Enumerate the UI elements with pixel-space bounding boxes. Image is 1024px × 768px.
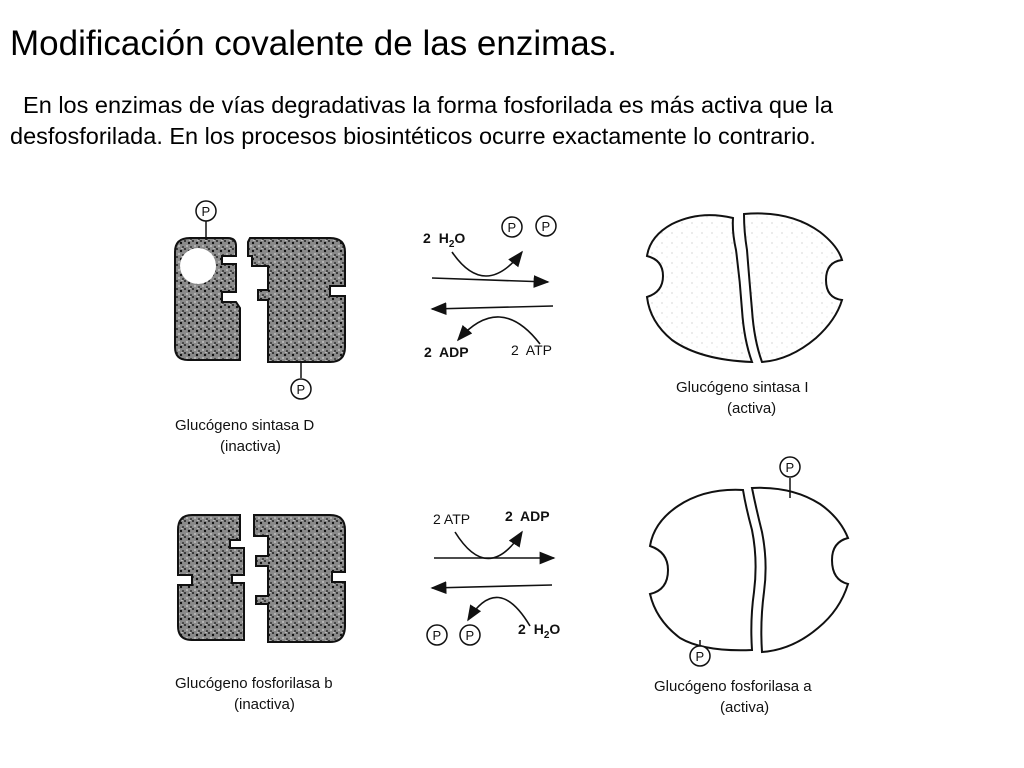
phosphorylase-a-state: (activa)	[720, 699, 770, 716]
bottom-adp-label: 2 ADP	[505, 508, 550, 524]
bottom-water-coefficient: 2	[518, 621, 526, 637]
bottom-reaction	[427, 508, 560, 645]
synthase-i-enzyme	[647, 213, 842, 362]
top-water-o: O	[454, 230, 466, 246]
top-atp-label: 2 ATP	[511, 342, 552, 358]
bottom-water-label	[518, 621, 560, 641]
phosphorylase-b-left-subunit	[178, 515, 244, 640]
top-water-subscript: 2	[448, 239, 455, 250]
top-reverse-arrow	[432, 306, 553, 309]
phosphate-label: P	[432, 628, 442, 643]
phosphate-label: P	[785, 460, 795, 475]
synthase-d-right-subunit	[248, 238, 345, 362]
phosphorylase-b-enzyme	[178, 515, 345, 642]
phosphate-label: P	[296, 382, 306, 397]
top-forward-curve-arrow	[452, 252, 522, 276]
phosphorylase-b-state: (inactiva)	[234, 696, 295, 713]
synthase-i-left-subunit	[647, 215, 752, 362]
phosphate-label: P	[465, 628, 475, 643]
synthase-d-enzyme	[175, 201, 345, 399]
top-water-label	[423, 230, 465, 250]
bottom-water-o: O	[549, 621, 561, 637]
phosphorylase-a-enzyme	[650, 457, 848, 666]
top-water-coefficient: 2	[423, 230, 431, 246]
phosphorylase-b-right-subunit	[254, 515, 345, 642]
synthase-d-white-spot	[180, 248, 216, 284]
top-reverse-curve-arrow	[458, 317, 540, 344]
paragraph-line-2: desfosforilada. En los procesos biosintéticos ocurre exactamente lo contrario.	[10, 123, 816, 149]
phosphorylase-a-name: Glucógeno fosforilasa a	[654, 678, 812, 695]
synthase-d-name: Glucógeno sintasa D	[175, 417, 315, 434]
bottom-reverse-arrow	[432, 585, 552, 588]
synthase-d-state: (inactiva)	[220, 438, 281, 455]
top-reaction	[423, 216, 556, 360]
top-forward-arrow	[432, 278, 548, 282]
phosphate-label: P	[507, 220, 517, 235]
paragraph-line-1: En los enzimas de vías degradativas la forma fosforilada es más activa que la	[10, 92, 833, 118]
phosphate-label: P	[541, 219, 551, 234]
phosphorylase-a-right-subunit	[752, 488, 848, 652]
synthase-i-state: (activa)	[727, 400, 777, 417]
phosphorylase-b-name: Glucógeno fosforilasa b	[175, 675, 333, 692]
phosphorylase-a-left-subunit	[650, 490, 756, 650]
top-water-h: H	[438, 230, 449, 246]
bottom-forward-curve-arrow	[455, 532, 522, 559]
synthase-i-right-subunit	[744, 213, 842, 362]
slide-title: Modificación covalente de las enzimas.	[10, 24, 617, 63]
bottom-water-subscript: 2	[543, 630, 550, 641]
phosphate-label: P	[695, 649, 705, 664]
bottom-water-h: H	[533, 621, 544, 637]
top-adp-label: 2 ADP	[424, 344, 469, 360]
bottom-atp-label: 2 ATP	[433, 511, 471, 527]
phosphate-label: P	[201, 204, 211, 219]
synthase-i-name: Glucógeno sintasa I	[676, 379, 809, 396]
